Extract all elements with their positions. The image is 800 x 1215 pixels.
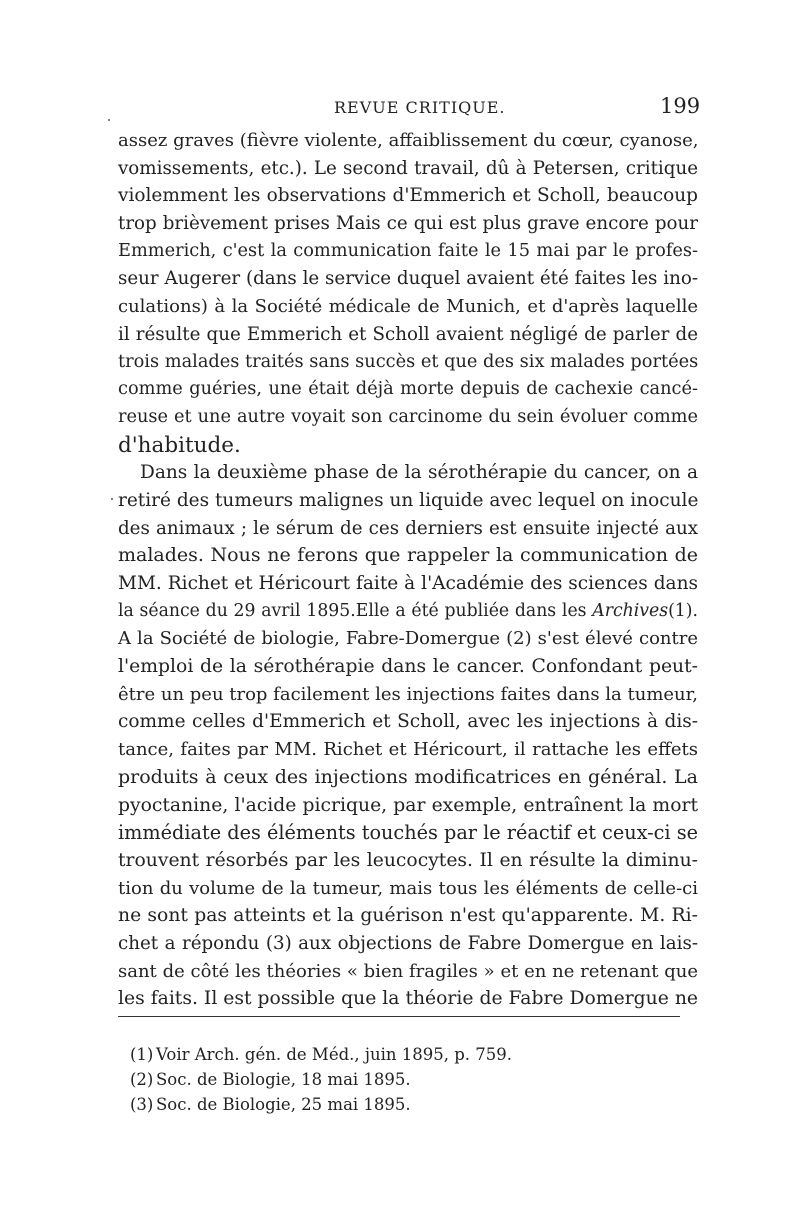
footnote-rule: [118, 1016, 680, 1017]
body-text: [118, 127, 698, 1013]
footnote-number: (3): [130, 1095, 154, 1114]
text-line: culations) à la Société médicale de Munich, et d'après laquelle: [118, 296, 698, 318]
text-line: Emmerich, c'est la communication faite le 15 mai par le profes-: [118, 240, 698, 261]
text-line: immédiate des éléments touchés par le réactif et ceux-ci se: [118, 821, 698, 845]
footnote-text: Soc. de Biologie, 25 mai 1895.: [156, 1095, 411, 1114]
text-line: des animaux ; le sérum de ces derniers est ensuite injecté aux: [118, 517, 698, 539]
text-line: tance, faites par MM. Richet et Héricourt, il rattache les effets: [118, 739, 698, 761]
text-line: pyoctanine, l'acide picrique, par exemple, entraînent la mort: [118, 794, 698, 816]
text-line: ne sont pas atteints et la guérison n'est qu'apparente. M. Ri-: [118, 905, 698, 927]
text-line-with-italic: [118, 598, 698, 626]
text-line: l'emploi de la sérothérapie dans le cancer. Confondant peut-: [118, 656, 698, 678]
text-line: comme celles d'Emmerich et Scholl, avec les injections à dis-: [118, 711, 698, 733]
footnote-text: Voir Arch. gén. de Méd., juin 1895, p. 759.: [156, 1045, 513, 1064]
text-line: MM. Richet et Héricourt faite à l'Académie des sciences dans: [118, 573, 698, 594]
text-line: seur Augerer (dans le service duquel avaient été faites les ino-: [118, 268, 698, 290]
print-speck: [111, 498, 113, 500]
text-line: comme guéries, une était déjà morte depuis de cachexie cancé-: [118, 379, 698, 400]
footnote-ref: (1).: [668, 600, 698, 621]
text-line: trop brièvement prises Mais ce qui est plus grave encore pour: [118, 213, 698, 235]
footnote: [130, 1067, 630, 1092]
text-line: assez graves (fièvre violente, affaiblissement du cœur, cyanose,: [118, 130, 699, 151]
running-head: [0, 94, 800, 124]
footnote-number: (2): [130, 1070, 154, 1089]
print-speck: [108, 119, 110, 121]
italic-citation: Archives: [592, 600, 669, 621]
page-number: 199: [660, 94, 701, 118]
text-line: trois malades traités sans succès et que des six malades portées: [118, 351, 699, 372]
text-line: malades. Nous ne ferons que rappeler la communication de: [118, 544, 698, 567]
text-line: trouvent résorbés par les leucocytes. Il en résulte la diminu-: [118, 849, 698, 871]
text-line: les faits. Il est possible que la théorie de Fabre Domergue ne: [118, 988, 698, 1010]
text-line: reuse et une autre voyait son carcinome du sein évoluer comme: [118, 406, 698, 427]
text-line: retiré des tumeurs malignes un liquide avec lequel on inocule: [118, 489, 699, 511]
footnote-text: Soc. de Biologie, 18 mai 1895.: [156, 1070, 411, 1089]
running-title: REVUE CRITIQUE.: [334, 98, 506, 117]
text-line: vomissements, etc.). Le second travail, dû à Petersen, critique: [118, 157, 698, 179]
text-line: produits à ceux des injections modificatrices en général. La: [118, 765, 698, 788]
footnotes: [130, 1042, 630, 1117]
text-line: d'habitude.: [118, 432, 241, 458]
text-line-start: la séance du 29 avril 1895.Elle a été publiée dans les: [118, 600, 593, 621]
text-line: il résulte que Emmerich et Scholl avaient négligé de parler de: [118, 323, 698, 345]
text-line: tion du volume de la tumeur, mais tous les éléments de celle-ci: [118, 877, 698, 899]
text-line: A la Société de biologie, Fabre-Domergue (2) s'est élevé contre: [118, 628, 698, 650]
text-line: être un peu trop facilement les injections faites dans la tumeur,: [118, 683, 698, 705]
footnote: [130, 1092, 630, 1117]
text-line: sant de côté les théories « bien fragiles » et en ne retenant que: [118, 960, 698, 982]
footnote: [130, 1042, 630, 1067]
text-line: violemment les observations d'Emmerich et Scholl, beaucoup: [118, 185, 698, 207]
text-line: chet a répondu (3) aux objections de Fabre Domergue en lais-: [118, 932, 698, 954]
footnote-number: (1): [130, 1045, 154, 1064]
text-line: Dans la deuxième phase de la sérothérapie du cancer, on a: [140, 462, 698, 484]
